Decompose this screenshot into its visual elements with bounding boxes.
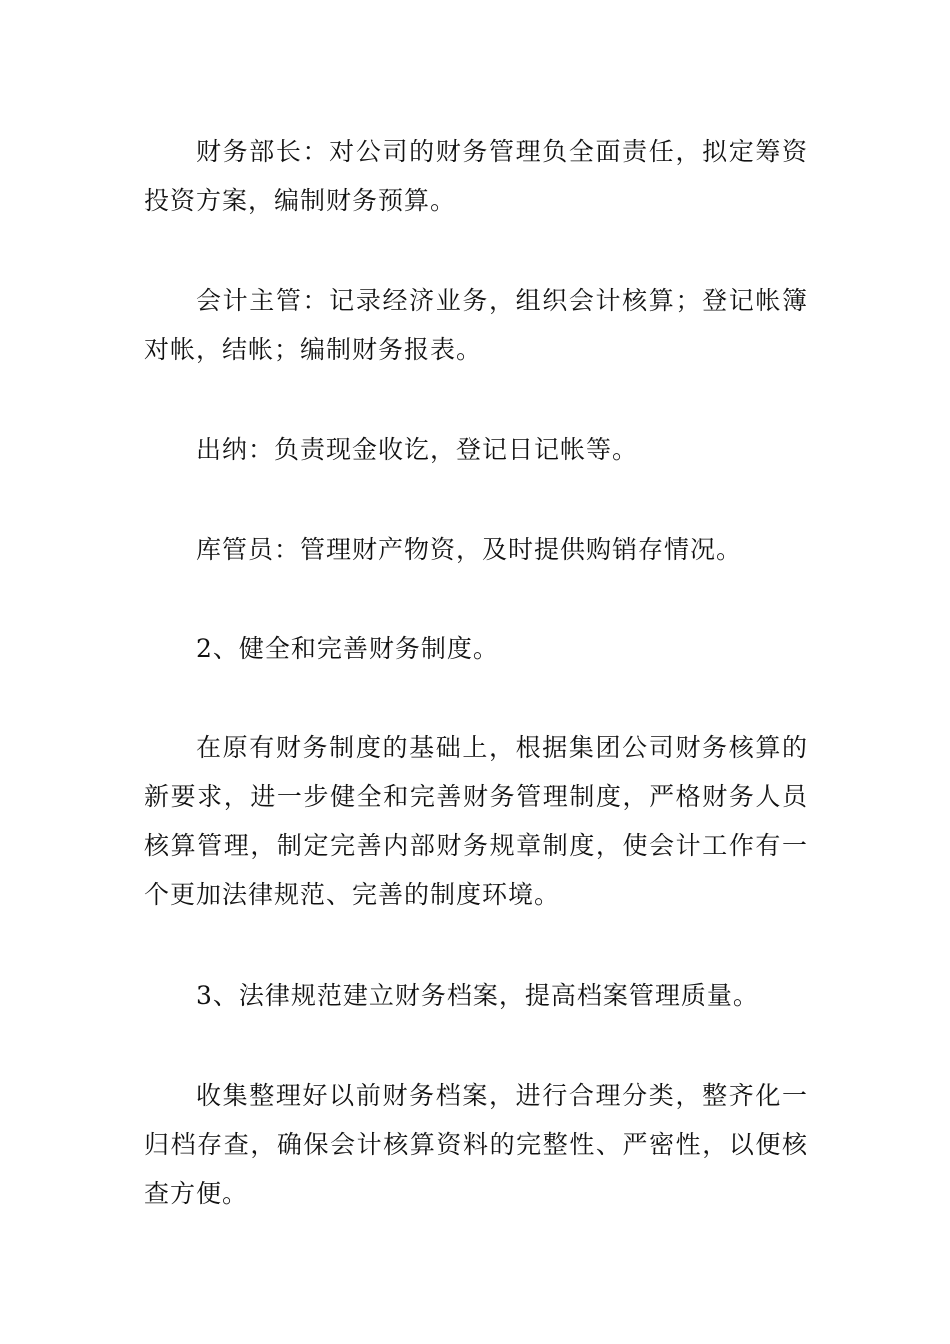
- paragraph-warehouse-keeper: 库管员：管理财产物资，及时提供购销存情况。: [196, 535, 743, 564]
- paragraph-section-2-body: 在原有财务制度的基础上，根据集团公司财务核算的新要求，进一步健全和完善财务管理制度，严格财务人员核算管理，制定完善内部财务规章制度，使会计工作有一个更加法律规范、完善的制度环境。: [144, 733, 808, 909]
- heading-section-3: 3、法律规范建立财务档案，提高档案管理质量。: [196, 981, 759, 1010]
- paragraph-accounting-supervisor: 会计主管：记录经济业务，组织会计核算；登记帐簿对帐，结帐；编制财务报表。: [144, 286, 808, 364]
- paragraph-section-3-body: 收集整理好以前财务档案，进行合理分类，整齐化一归档存查，确保会计核算资料的完整性、严密性，以便核查方便。: [144, 1081, 808, 1208]
- paragraph-cashier: 出纳：负责现金收讫，登记日记帐等。: [196, 435, 639, 464]
- paragraph-finance-director: 财务部长：对公司的财务管理负全面责任，拟定筹资投资方案，编制财务预算。: [144, 137, 808, 215]
- heading-section-2: 2、健全和完善财务制度。: [196, 634, 499, 663]
